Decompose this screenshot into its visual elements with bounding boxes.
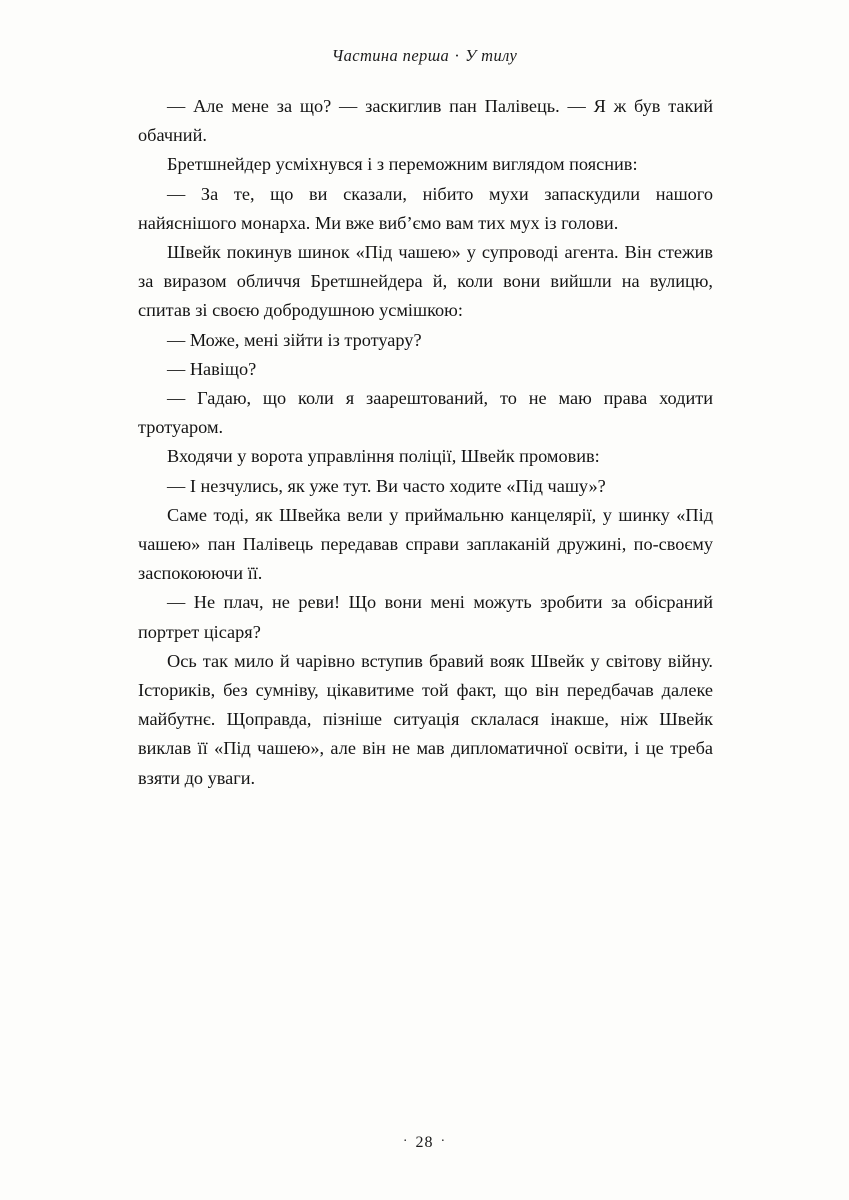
running-head-chapter: У тилу bbox=[465, 46, 518, 65]
paragraph: — За те, що ви сказали, нібито мухи запаскудили нашого найяснішого монарха. Ми вже виб’ємо вам тих мух із голови. bbox=[138, 183, 713, 233]
paragraph: Швейк покинув шинок «Під чашею» у супроводі агента. Він стежив за виразом обличчя Бретшнейдера й, коли вони вийшли на вулицю, спитав зі своєю добродушною усмішкою: bbox=[138, 242, 713, 321]
paragraph: — Гадаю, що коли я заарештований, то не маю права ходити тротуаром. bbox=[138, 388, 713, 438]
paragraph: — Навіщо? bbox=[167, 358, 257, 379]
page-number bbox=[0, 1134, 849, 1152]
running-head bbox=[0, 46, 849, 66]
paragraph: Саме тоді, як Швейка вели у приймальню канцелярії, у шинку «Під чашею» пан Палівець передавав справи заплаканій дружині, по-своєму заспокоюючи її. bbox=[138, 504, 713, 584]
paragraph: Бретшнейдер усміхнувся і з переможним виглядом пояснив: bbox=[167, 154, 638, 175]
paragraph: — І незчулись, як уже тут. Ви часто ходите «Під чашу»? bbox=[167, 475, 606, 496]
paragraph: — Але мене за що? — заскиглив пан Палівець. — Я ж був такий обачний. bbox=[138, 96, 713, 146]
running-head-part: Частина перша bbox=[331, 46, 450, 65]
paragraph: Входячи у ворота управління поліції, Швейк промовив: bbox=[167, 446, 600, 467]
folio-left-dot: · bbox=[402, 1134, 409, 1149]
paragraph: — Не плач, не реви! Що вони мені можуть зробити за обісраний портрет цісаря? bbox=[138, 592, 713, 642]
running-head-separator: · bbox=[454, 46, 461, 65]
paragraph: Ось так мило й чарівно вступив бравий вояк Швейк у світову війну. Істориків, без сумніву, цікавитиме той факт, що він передбачав далеке майбутнє. Щоправда, пізніше ситуація склалася інакше, ніж Швейк виклав її «Під чашею», але він не мав дипломатичної освіти, і це треба взяти до уваги. bbox=[138, 650, 713, 788]
body-text bbox=[138, 92, 713, 793]
folio-right-dot: · bbox=[440, 1134, 447, 1149]
paragraph: — Може, мені зійти із тротуару? bbox=[167, 329, 422, 350]
folio-number: 28 bbox=[415, 1134, 434, 1151]
